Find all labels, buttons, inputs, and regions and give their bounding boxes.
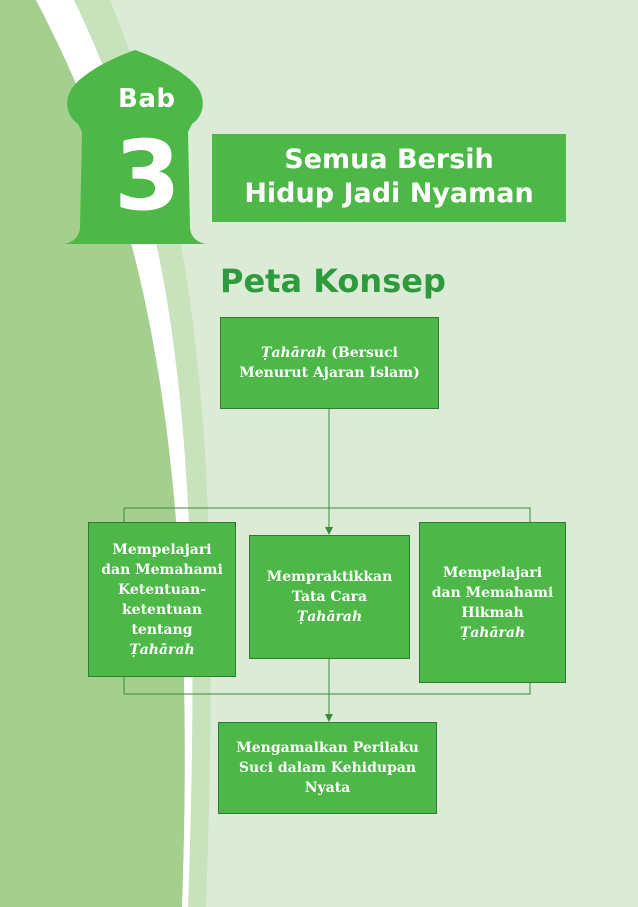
node-text-line: Mempelajari [442,564,543,581]
chapter-label: Bab [118,84,176,114]
concept-node-wisdom [419,522,566,683]
node-text-line: Suci dalam Kehidupan [238,760,417,776]
concept-node-learn-rules [88,522,236,677]
chapter-title-line-2: Hidup Jadi Nyaman [244,178,534,209]
node-text-line: dan Memahami [431,584,554,601]
node-text-line: Hikmah [461,604,524,621]
connector-top-bracket [124,508,530,522]
term-taharah: Ṭahārah [459,624,526,641]
node-text-line: Ketentuan- [117,581,207,598]
node-text-line: (Bersuci [326,345,398,361]
chapter-title-line-1: Semua Bersih [284,144,494,175]
concept-node-text [239,343,419,383]
concept-node-apply [218,722,437,814]
node-text-line: Mengamalkan Perilaku [236,740,419,756]
node-text-line: Menurut Ajaran Islam) [239,365,420,381]
section-heading: Peta Konsep [220,262,446,300]
concept-node-text [236,738,419,798]
arrowhead-to-practice [325,527,333,535]
term-taharah: Ṭahārah [129,641,195,658]
concept-node-taharah [220,317,439,409]
node-text-line: Mempelajari [112,541,212,558]
concept-node-text [101,540,223,660]
chapter-number: 3 [114,120,181,232]
node-text-line: ketentuan [121,601,203,618]
concept-node-practice [249,535,410,659]
concept-node-text [267,567,393,627]
node-text-line: Mempraktikkan [266,569,393,585]
node-text-line: tentang [131,621,193,638]
node-text-line: Nyata [304,780,351,796]
term-taharah: Ṭahārah [296,609,363,625]
node-text-line: Tata Cara [291,589,368,605]
arrowhead-to-apply [325,714,333,722]
node-text-line: dan Memahami [101,561,223,578]
concept-node-text [432,563,554,643]
term-taharah: Ṭahārah [261,345,327,361]
